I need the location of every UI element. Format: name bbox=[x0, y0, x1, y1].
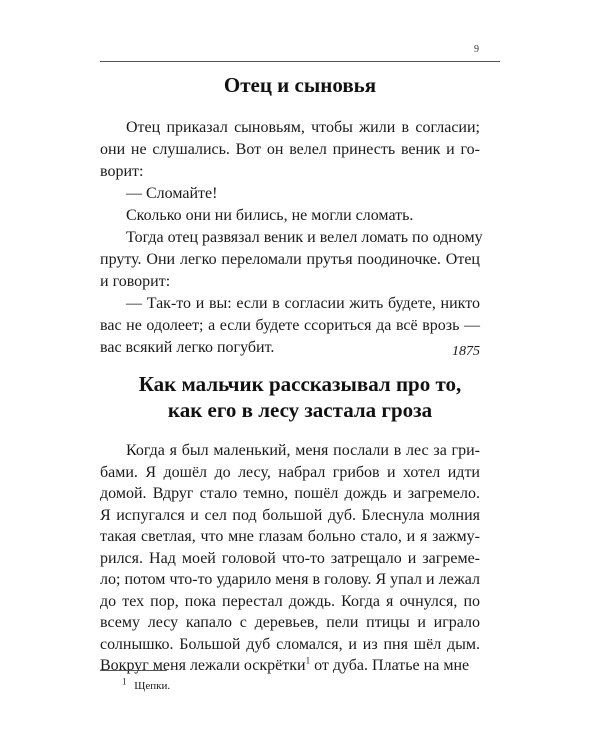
text-line: вас всякий легко погубит. bbox=[100, 339, 275, 356]
text-line: они не слушались. Вот он велел принесть веник и го- bbox=[100, 141, 480, 158]
text-line: Когда я был маленький, меня послали в лес за гри- bbox=[126, 442, 480, 459]
text-line: рился. Над моей головой что-то затрещало и загреме- bbox=[100, 549, 480, 567]
story-year: 1875 bbox=[452, 344, 480, 359]
text-line: бами. Я дошёл до лесу, набрал грибов и хотел идти bbox=[100, 463, 480, 481]
story-title-boy-and-storm-line2: как его в лесу застала гроза bbox=[167, 398, 433, 422]
header-rule bbox=[100, 61, 500, 62]
text-fragment: от дуба. Платье на мне bbox=[310, 657, 470, 674]
footnote-reference: 1 bbox=[305, 655, 311, 666]
footnote bbox=[122, 678, 170, 694]
text-line: ворит: bbox=[100, 163, 144, 180]
text-line: Сколько они ни бились, не могли сломать. bbox=[126, 207, 414, 224]
footnote-text: Щепки. bbox=[134, 680, 171, 692]
text-line: ло; потом что-то ударило меня в голову. Я упал и лежал bbox=[100, 571, 480, 588]
text-fragment: Вокруг меня лежали оскрётки bbox=[100, 657, 306, 674]
text-line: Я испугался и сел под большой дуб. Блеснула молния bbox=[100, 506, 480, 524]
text-line: — Так-то и вы: если в согласии жить будете, никто bbox=[126, 295, 480, 312]
text-line: Отец приказал сыновьям, чтобы жили в согласии; bbox=[126, 119, 480, 136]
text-line: до тех пор, пока перестал дождь. Когда я очнулся, по bbox=[100, 592, 480, 610]
text-line: — Сломайте! bbox=[126, 185, 218, 202]
text-line: такая светлая, что мне глазам больно стало, и я зажму- bbox=[100, 528, 480, 545]
text-line: всему лесу капало с деревьев, пели птицы и играло bbox=[100, 614, 480, 631]
text-line: солнышко. Большой дуб сломался, и из пня шёл дым. bbox=[100, 635, 480, 653]
footnote-mark: 1 bbox=[122, 676, 127, 687]
story-title-father-and-sons: Отец и сыновья bbox=[223, 73, 377, 97]
text-line: и говорит: bbox=[100, 273, 171, 290]
text-line: вас не одолеет; а если будете ссориться да всё врозь — bbox=[100, 317, 480, 334]
story-title-boy-and-storm-line1: Как мальчик рассказывал про то, bbox=[138, 372, 462, 396]
text-line: Тогда отец развязал веник и велел ломать по одному bbox=[126, 229, 483, 246]
text-line: домой. Вдруг стало темно, пошёл дождь и загремело. bbox=[100, 485, 480, 502]
footnote-rule bbox=[100, 670, 167, 671]
text-line-with-footnote bbox=[100, 655, 480, 677]
text-line: пруту. Они легко переломали прутья поодиночке. Отец bbox=[100, 251, 480, 268]
page-number: 9 bbox=[474, 44, 479, 55]
